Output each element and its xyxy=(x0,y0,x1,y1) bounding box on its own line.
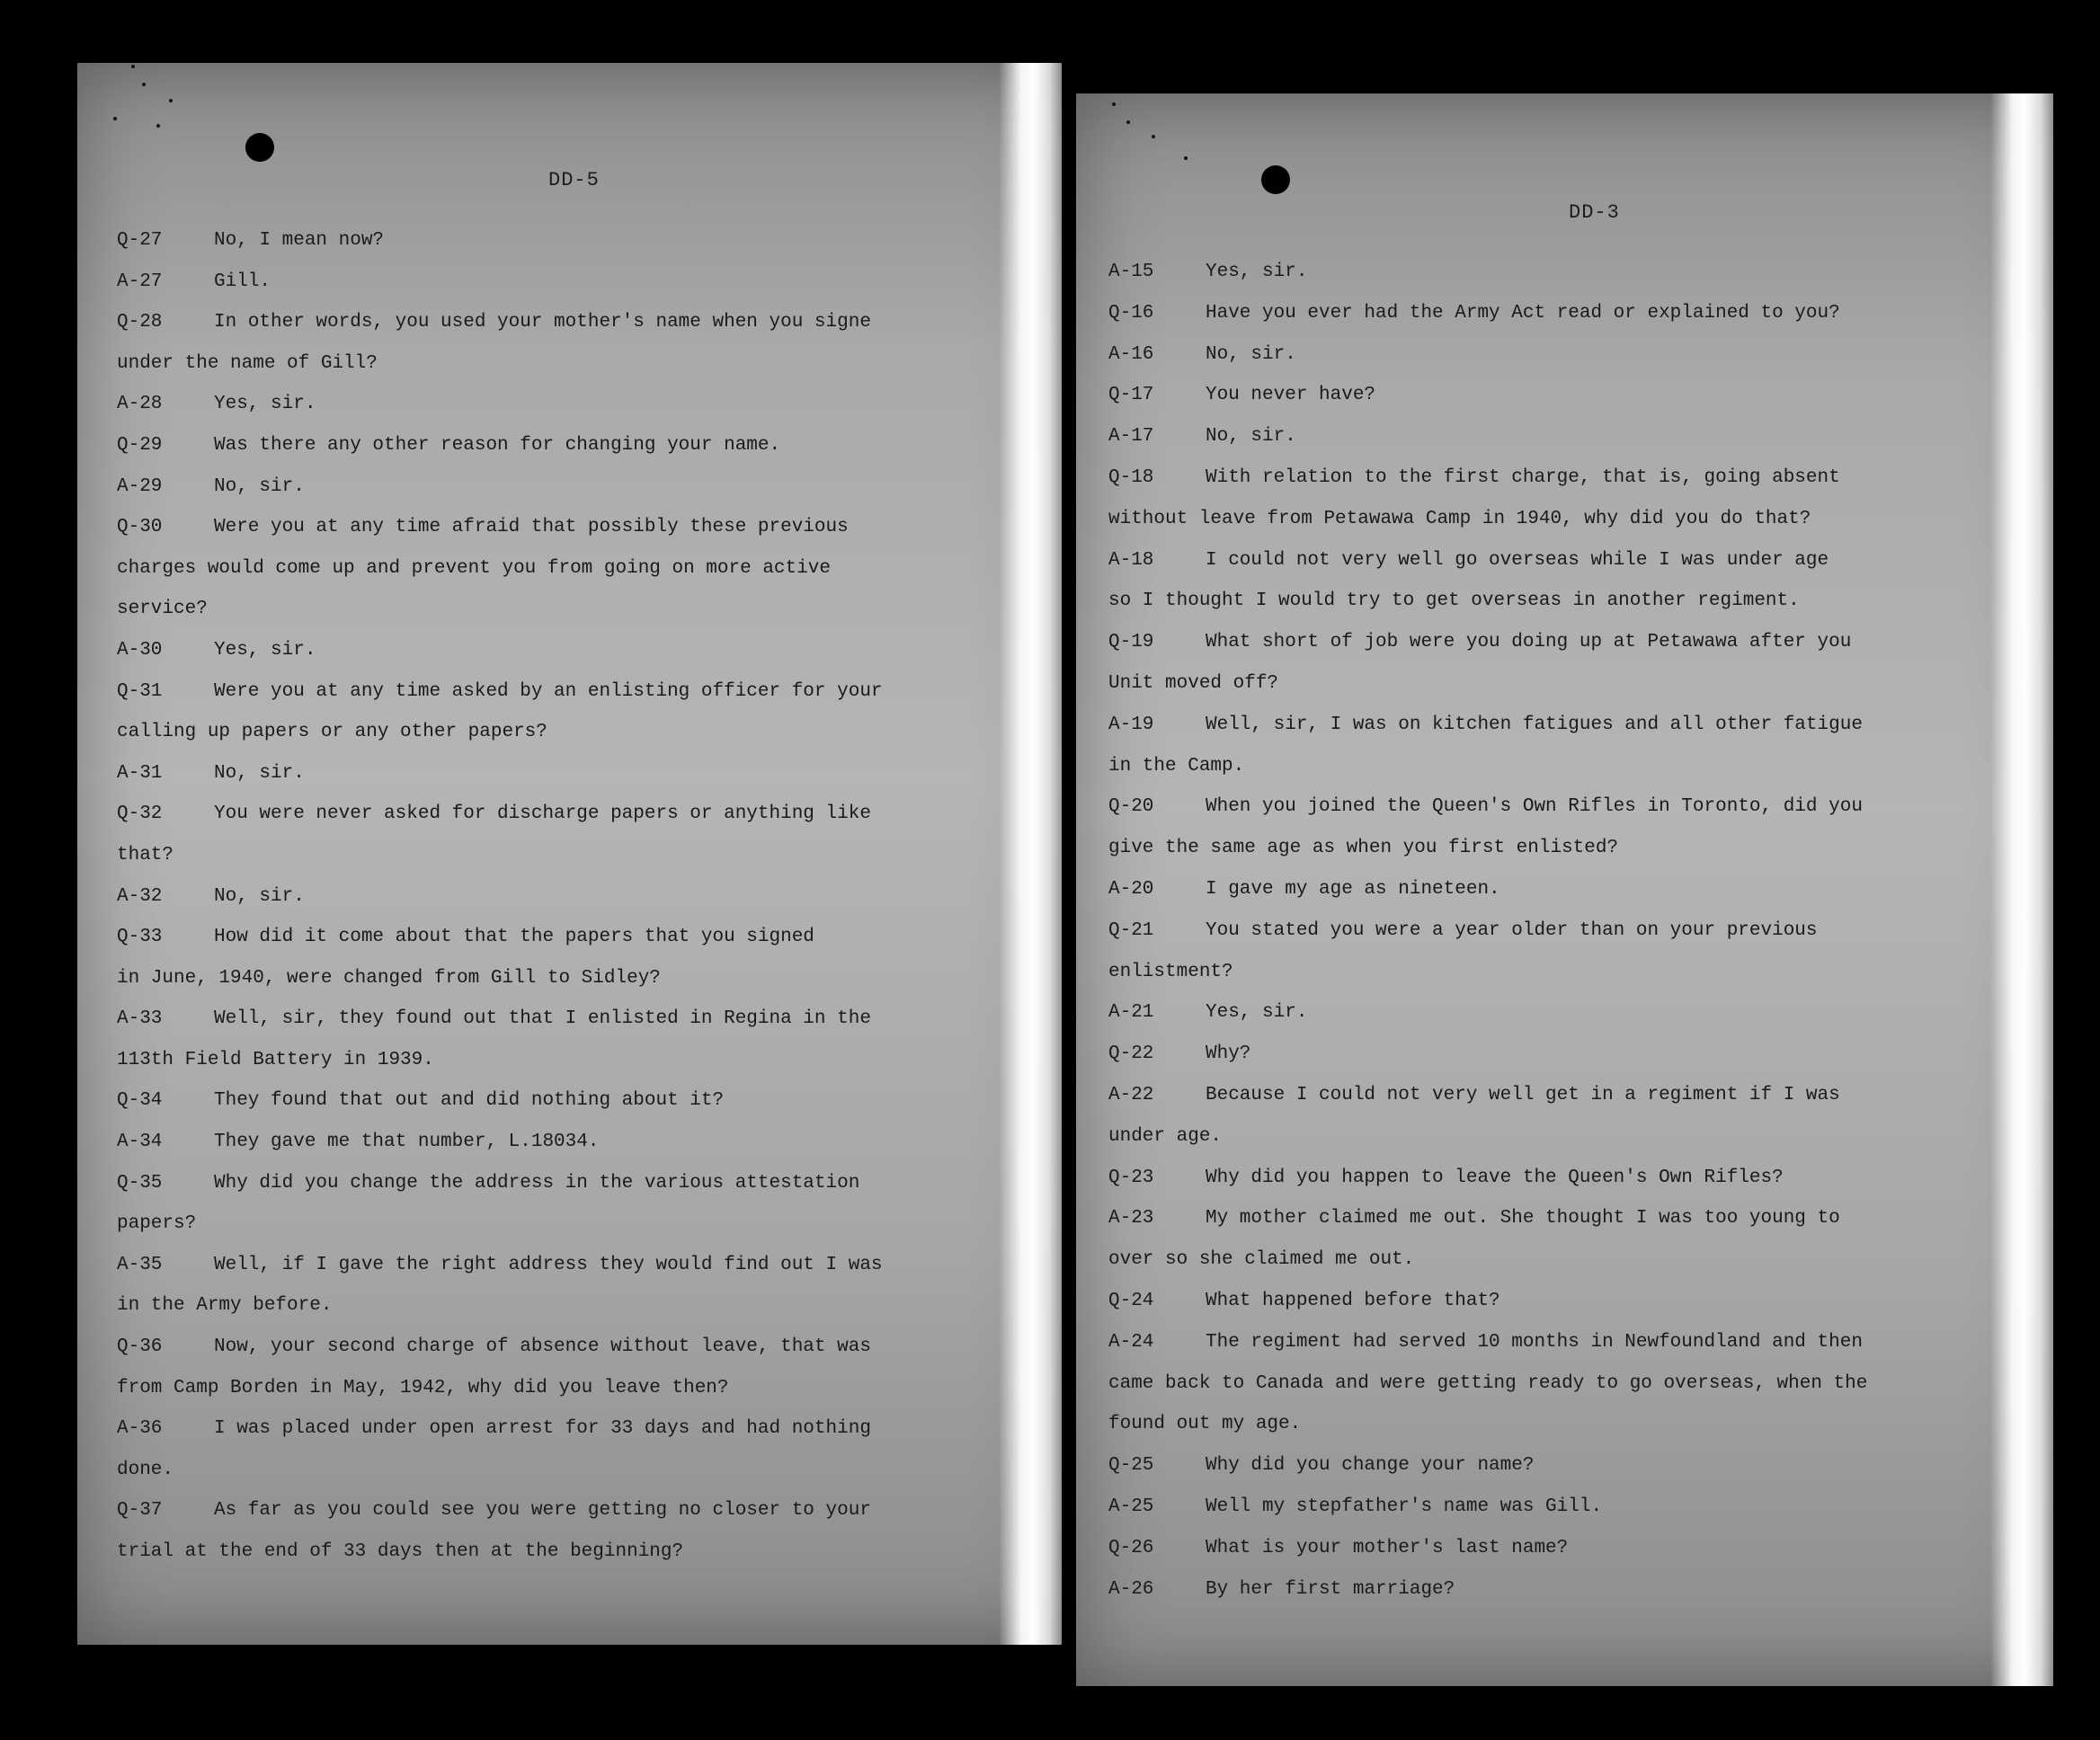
transcript-continuation-line xyxy=(1108,1124,1998,1166)
transcript-entry xyxy=(1108,466,1998,507)
entry-text: What short of job were you doing up at Petawawa after you xyxy=(1206,632,1852,653)
transcript-entry xyxy=(117,270,1016,311)
entry-text: No, I mean now? xyxy=(214,230,385,251)
entry-text: Well, sir, I was on kitchen fatigues and all other fatigue xyxy=(1206,714,1863,735)
transcript-continuation-line xyxy=(117,720,1016,761)
transcript-entry xyxy=(117,1416,1016,1458)
entry-number: A-36 xyxy=(117,1418,163,1440)
entry-text: As far as you could see you were getting no closer to your xyxy=(214,1500,871,1522)
entry-number: A-15 xyxy=(1108,262,1154,282)
transcript-entry xyxy=(1108,1042,1998,1083)
entry-text: Yes, sir. xyxy=(1206,1002,1308,1024)
entry-text: that? xyxy=(117,844,174,866)
transcript-entry xyxy=(1108,424,1998,466)
transcript-entry xyxy=(1108,1495,1998,1536)
transcript-entry xyxy=(1108,301,1998,342)
transcript-entry xyxy=(1108,1289,1998,1330)
punch-hole xyxy=(1261,165,1290,194)
entry-number: Q-28 xyxy=(117,312,163,333)
transcript-continuation-line xyxy=(117,597,1016,638)
entry-text: Why did you happen to leave the Queen's Own Rifles? xyxy=(1206,1167,1784,1188)
entry-text: They gave me that number, L.18034. xyxy=(214,1132,600,1153)
entry-text: When you joined the Queen's Own Rifles in Toronto, did you xyxy=(1206,796,1863,818)
entry-text: No, sir. xyxy=(1206,343,1296,365)
entry-text: In other words, you used your mother's name when you signe xyxy=(214,312,871,333)
entry-text: in the Army before. xyxy=(117,1295,333,1317)
entry-text: from Camp Borden in May, 1942, why did you leave then? xyxy=(117,1377,729,1398)
entry-number: Q-18 xyxy=(1108,466,1154,488)
transcript-continuation-line xyxy=(117,1212,1016,1253)
transcript-entry xyxy=(1108,1453,1998,1495)
entry-number: A-21 xyxy=(1108,1002,1154,1024)
entry-text: I gave my age as nineteen. xyxy=(1206,878,1500,900)
transcript-continuation-line xyxy=(1108,1412,1998,1453)
entry-text: Yes, sir. xyxy=(214,639,316,661)
transcript-entry xyxy=(117,515,1016,556)
entry-text: No, sir. xyxy=(214,885,305,907)
entry-text: You stated you were a year older than on your previous xyxy=(1206,919,1818,941)
entry-number: Q-17 xyxy=(1108,385,1154,406)
page-label: DD-3 xyxy=(1569,201,1620,224)
transcript-entry xyxy=(1108,1083,1998,1124)
entry-text: under age. xyxy=(1108,1125,1223,1147)
entry-text: You were never asked for discharge papers or anything like xyxy=(214,803,871,825)
transcript-entry xyxy=(1108,1330,1998,1372)
entry-number: Q-24 xyxy=(1108,1290,1154,1311)
transcript-continuation-line xyxy=(117,843,1016,884)
dust-speck xyxy=(131,65,135,68)
transcript-continuation-line xyxy=(1108,589,1998,630)
entry-text: No, sir. xyxy=(1206,426,1296,448)
entry-number: A-27 xyxy=(117,271,163,292)
entry-text: in the Camp. xyxy=(1108,755,1245,777)
transcript-entry xyxy=(117,310,1016,351)
entry-text: The regiment had served 10 months in Newfoundland and then xyxy=(1206,1331,1863,1353)
entry-text: No, sir. xyxy=(214,762,305,784)
transcript-entry xyxy=(1108,260,1998,301)
entry-text: service? xyxy=(117,599,208,620)
transcript-entry xyxy=(1108,342,1998,384)
transcript-continuation-line xyxy=(1108,507,1998,548)
entry-text: Have you ever had the Army Act read or explained to you? xyxy=(1206,302,1840,324)
transcript-continuation-line xyxy=(117,1293,1016,1335)
entry-number: Q-23 xyxy=(1108,1167,1154,1188)
entry-number: Q-36 xyxy=(117,1336,163,1358)
entry-text: Were you at any time asked by an enlisting officer for your xyxy=(214,680,883,702)
entry-number: A-32 xyxy=(117,885,163,907)
entry-text: calling up papers or any other papers? xyxy=(117,722,547,743)
transcript-lines xyxy=(1108,260,1998,1618)
transcript-entry xyxy=(1108,1536,1998,1577)
entry-number: Q-37 xyxy=(117,1500,163,1522)
transcript-continuation-line xyxy=(1108,671,1998,713)
entry-text: What happened before that? xyxy=(1206,1290,1500,1311)
transcript-entry xyxy=(1108,383,1998,424)
document-page-right xyxy=(1076,93,2053,1686)
transcript-continuation-line xyxy=(1108,960,1998,1001)
entry-number: A-33 xyxy=(117,1008,163,1030)
entry-text: How did it come about that the papers that you signed xyxy=(214,927,814,948)
transcript-entry xyxy=(117,761,1016,803)
entry-text: in June, 1940, were changed from Gill to Sidley? xyxy=(117,967,661,989)
entry-number: A-29 xyxy=(117,475,163,497)
entry-number: Q-26 xyxy=(1108,1537,1154,1558)
entry-text: papers? xyxy=(117,1213,197,1235)
entry-number: Q-35 xyxy=(117,1172,163,1194)
entry-text: so I thought I would try to get overseas in another regiment. xyxy=(1108,590,1800,612)
entry-text: Why? xyxy=(1206,1043,1251,1065)
transcript-entry xyxy=(117,1130,1016,1171)
transcript-entry xyxy=(117,475,1016,516)
entry-text: Why did you change the address in the various attestation xyxy=(214,1172,860,1194)
punch-hole xyxy=(245,133,274,162)
dust-speck xyxy=(1112,102,1116,106)
entry-number: A-17 xyxy=(1108,426,1154,448)
entry-text: Why did you change your name? xyxy=(1206,1455,1535,1477)
entry-text: My mother claimed me out. She thought I was too young to xyxy=(1206,1208,1840,1230)
entry-number: Q-20 xyxy=(1108,796,1154,818)
entry-number: Q-29 xyxy=(117,434,163,456)
entry-text: By her first marriage? xyxy=(1206,1578,1455,1600)
transcript-entry xyxy=(117,884,1016,926)
entry-number: A-28 xyxy=(117,394,163,415)
transcript-continuation-line xyxy=(117,1048,1016,1089)
entry-number: A-30 xyxy=(117,639,163,661)
transcript-entry xyxy=(117,1007,1016,1048)
entry-number: Q-31 xyxy=(117,680,163,702)
entry-text: Was there any other reason for changing your name. xyxy=(214,434,781,456)
transcript-continuation-line xyxy=(1108,754,1998,795)
entry-text: Now, your second charge of absence without leave, that was xyxy=(214,1336,871,1358)
entry-text: They found that out and did nothing about it? xyxy=(214,1090,725,1112)
transcript-lines xyxy=(117,228,1016,1581)
transcript-entry xyxy=(117,679,1016,721)
transcript-entry xyxy=(1108,919,1998,960)
entry-number: A-16 xyxy=(1108,343,1154,365)
entry-number: A-22 xyxy=(1108,1084,1154,1105)
entry-number: A-26 xyxy=(1108,1578,1154,1600)
entry-number: A-34 xyxy=(117,1132,163,1153)
entry-text: came back to Canada and were getting ready to go overseas, when the xyxy=(1108,1372,1868,1394)
entry-text: Well my stepfather's name was Gill. xyxy=(1206,1496,1603,1517)
transcript-entry xyxy=(1108,1577,1998,1619)
transcript-continuation-line xyxy=(117,1376,1016,1417)
document-page-left xyxy=(77,63,1062,1645)
transcript-entry xyxy=(117,925,1016,966)
dust-speck xyxy=(1152,135,1155,138)
entry-text: charges would come up and prevent you from going on more active xyxy=(117,557,831,579)
entry-text: without leave from Petawawa Camp in 1940, why did you do that? xyxy=(1108,508,1811,529)
entry-number: Q-16 xyxy=(1108,302,1154,324)
entry-text: Gill. xyxy=(214,271,271,292)
entry-number: A-20 xyxy=(1108,878,1154,900)
entry-text: Because I could not very well get in a regiment if I was xyxy=(1206,1084,1840,1105)
transcript-continuation-line xyxy=(117,556,1016,598)
entry-text: Well, if I gave the right address they would find out I was xyxy=(214,1254,883,1275)
entry-text: 113th Field Battery in 1939. xyxy=(117,1049,434,1070)
transcript-continuation-line xyxy=(117,966,1016,1008)
entry-number: A-31 xyxy=(117,762,163,784)
transcript-entry xyxy=(1108,1000,1998,1042)
transcript-continuation-line xyxy=(117,1540,1016,1581)
entry-text: Yes, sir. xyxy=(1206,262,1308,282)
transcript-entry xyxy=(117,1498,1016,1540)
transcript-entry xyxy=(1108,630,1998,671)
entry-number: Q-19 xyxy=(1108,632,1154,653)
dust-speck xyxy=(156,124,160,128)
transcript-continuation-line xyxy=(117,1458,1016,1499)
transcript-entry xyxy=(117,638,1016,679)
entry-number: Q-27 xyxy=(117,230,163,251)
entry-text: Unit moved off? xyxy=(1108,672,1279,694)
transcript-entry xyxy=(1108,795,1998,836)
entry-text: done. xyxy=(117,1459,174,1480)
page-label: DD-5 xyxy=(548,169,600,191)
transcript-entry xyxy=(1108,548,1998,590)
dust-speck xyxy=(169,99,173,102)
entry-number: A-18 xyxy=(1108,549,1154,571)
transcript-entry xyxy=(1108,713,1998,754)
transcript-entry xyxy=(1108,1166,1998,1207)
dust-speck xyxy=(1126,120,1130,124)
entry-number: A-19 xyxy=(1108,714,1154,735)
entry-text: Well, sir, they found out that I enlisted in Regina in the xyxy=(214,1008,871,1030)
entry-text: trial at the end of 33 days then at the beginning? xyxy=(117,1541,684,1562)
entry-number: Q-34 xyxy=(117,1090,163,1112)
entry-text: You never have? xyxy=(1206,385,1376,406)
transcript-entry xyxy=(117,433,1016,475)
dust-speck xyxy=(1184,156,1188,160)
entry-number: Q-32 xyxy=(117,803,163,825)
transcript-entry xyxy=(117,1253,1016,1294)
transcript-entry xyxy=(117,1171,1016,1212)
entry-text: over so she claimed me out. xyxy=(1108,1249,1415,1271)
dust-speck xyxy=(113,117,117,120)
transcript-entry xyxy=(117,802,1016,843)
entry-text: I could not very well go overseas while I was under age xyxy=(1206,549,1829,571)
entry-text: enlistment? xyxy=(1108,961,1233,982)
entry-number: A-25 xyxy=(1108,1496,1154,1517)
transcript-entry xyxy=(1108,1206,1998,1247)
transcript-entry xyxy=(117,1088,1016,1130)
entry-text: Yes, sir. xyxy=(214,394,316,415)
dust-speck xyxy=(142,83,146,86)
entry-text: give the same age as when you first enlisted? xyxy=(1108,838,1619,859)
entry-number: Q-33 xyxy=(117,927,163,948)
entry-text: found out my age. xyxy=(1108,1414,1302,1435)
entry-number: Q-30 xyxy=(117,517,163,538)
entry-number: A-35 xyxy=(117,1254,163,1275)
entry-text: No, sir. xyxy=(214,475,305,497)
transcript-entry xyxy=(117,1335,1016,1376)
entry-text: With relation to the first charge, that is, going absent xyxy=(1206,466,1840,488)
entry-number: Q-21 xyxy=(1108,919,1154,941)
transcript-entry xyxy=(1108,877,1998,919)
transcript-continuation-line xyxy=(1108,836,1998,877)
entry-text: What is your mother's last name? xyxy=(1206,1537,1569,1558)
transcript-entry xyxy=(117,228,1016,270)
transcript-continuation-line xyxy=(1108,1372,1998,1413)
entry-number: A-23 xyxy=(1108,1208,1154,1230)
transcript-continuation-line xyxy=(1108,1247,1998,1289)
transcript-continuation-line xyxy=(117,351,1016,393)
transcript-entry xyxy=(117,392,1016,433)
entry-text: I was placed under open arrest for 33 days and had nothing xyxy=(214,1418,871,1440)
entry-number: A-24 xyxy=(1108,1331,1154,1353)
entry-number: Q-22 xyxy=(1108,1043,1154,1065)
entry-number: Q-25 xyxy=(1108,1455,1154,1477)
entry-text: Were you at any time afraid that possibly these previous xyxy=(214,517,849,538)
entry-text: under the name of Gill? xyxy=(117,352,378,374)
